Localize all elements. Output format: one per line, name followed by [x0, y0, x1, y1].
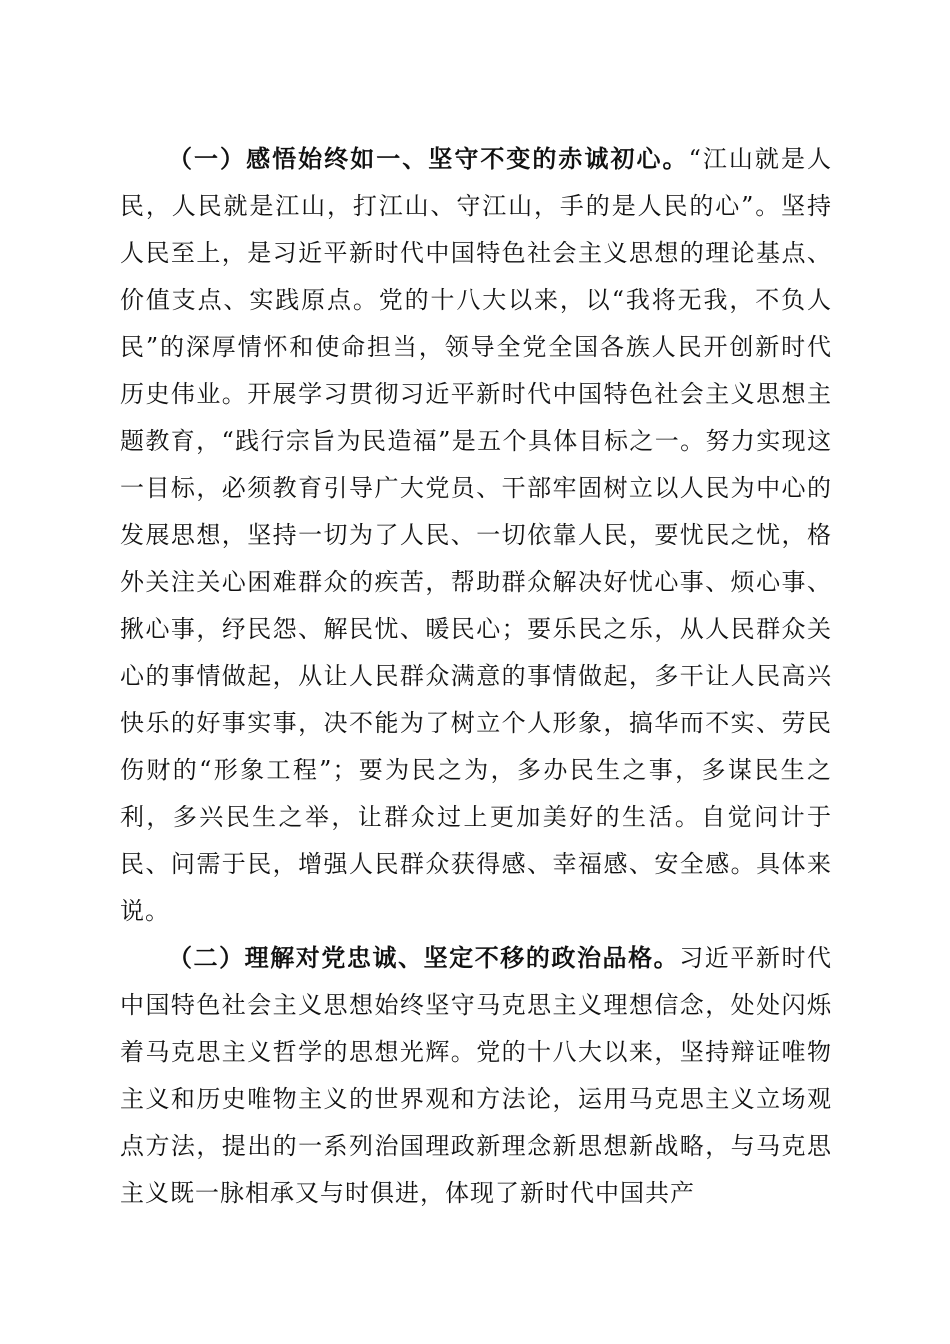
paragraph-1-text: “江山就是人民，人民就是江山，打江山、守江山，手的是人民的心”。坚持人民至上，是习近平新时代中国特色社会主义思想的理论基点、价值支点、实践原点。党的十八大以来，以“我将无我，不负人民”的深厚情怀和使命担当，领导全党全国各族人民开创新时代历史伟业。开展学习贯彻习近平新时代中国特色社会主义思想主题教育，“践行宗旨为民造福”是五个具体目标之一。努力实现这一目标，必须教育引导广大党员、干部牢固树立以人民为中心的发展思想，坚持一切为了人民、一切依靠人民，要忧民之忧，格外关注关心困难群众的疾苦，帮助群众解决好忧心事、烦心事、揪心事，纾民怨、解民忧、暖民心；要乐民之乐，从人民群众关心的事情做起，从让人民群众满意的事情做起，多干让人民高兴快乐的好事实事，决不能为了树立个人形象，搞华而不实、劳民伤财的“形象工程”；要为民之为，多办民生之事，多谋民生之利，多兴民生之举，让群众过上更加美好的生活。自觉问计于民、问需于民，增强人民群众获得感、幸福感、安全感。具体来说。 [120, 145, 832, 925]
paragraph-1-heading: （一）感悟始终如一、坚守不变的赤诚初心。 [168, 145, 689, 173]
paragraph-1 [120, 136, 832, 935]
paragraph-2 [120, 935, 832, 1217]
paragraph-2-text: 习近平新时代中国特色社会主义思想始终坚守马克思主义理想信念，处处闪烁着马克思主义哲学的思想光辉。党的十八大以来，坚持辩证唯物主义和历史唯物主义的世界观和方法论，运用马克思主义立场观点方法，提出的一系列治国理政新理念新思想新战略，与马克思主义既一脉相承又与时俱进，体现了新时代中国共产 [120, 944, 833, 1207]
paragraph-2-heading: （二）理解对党忠诚、坚定不移的政治品格。 [168, 944, 680, 972]
document-body [120, 136, 832, 1217]
